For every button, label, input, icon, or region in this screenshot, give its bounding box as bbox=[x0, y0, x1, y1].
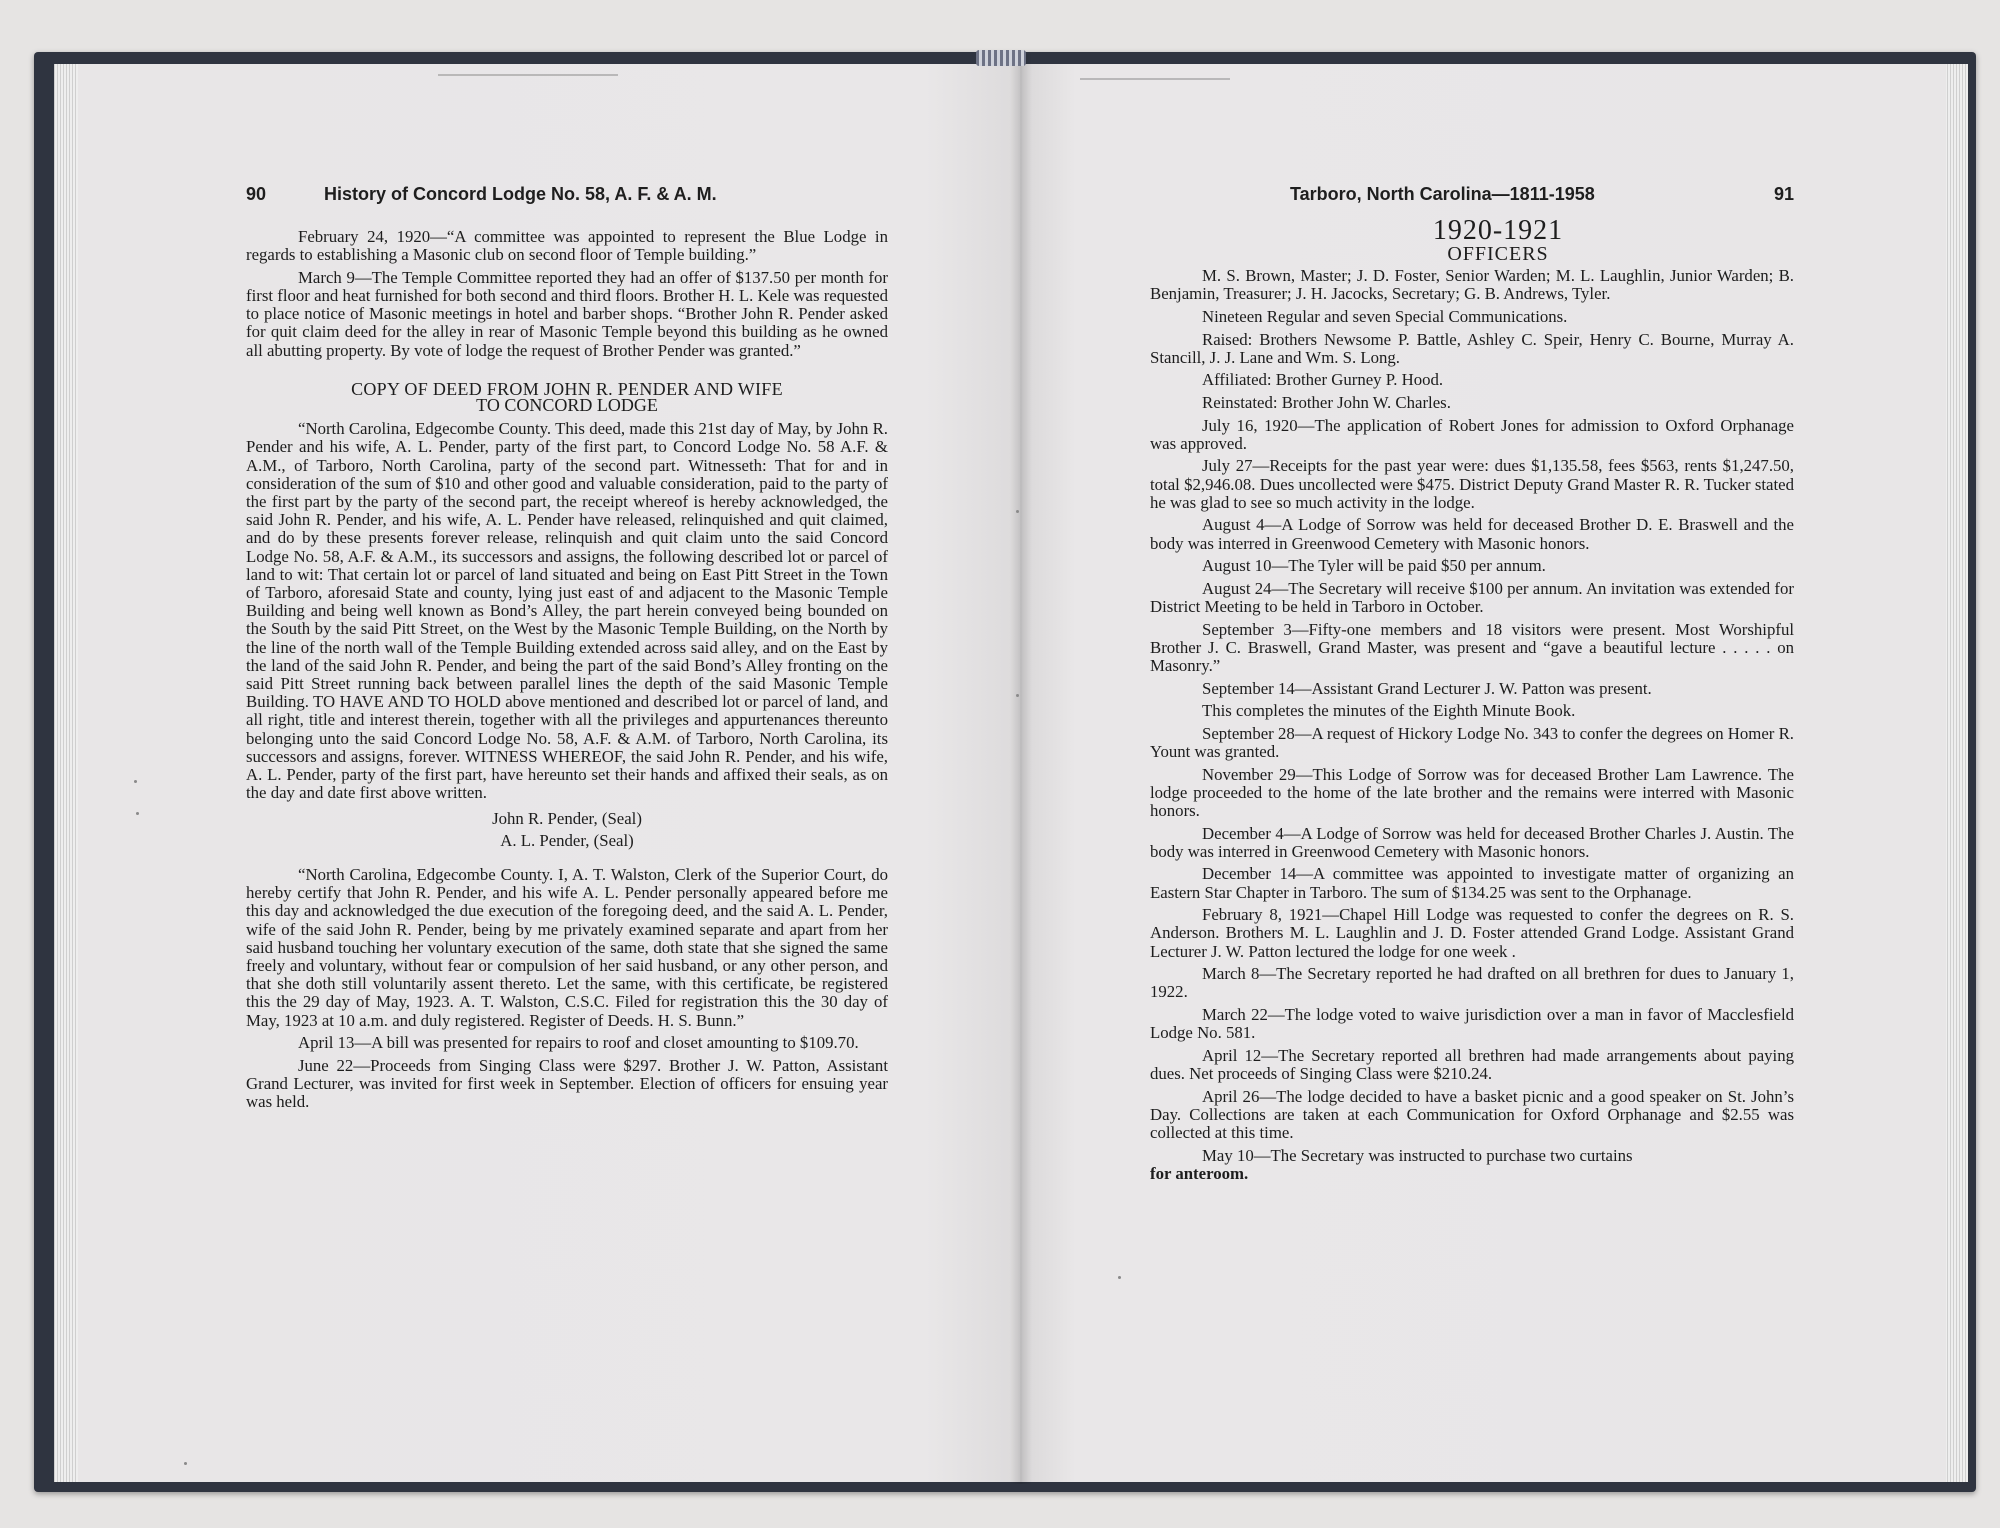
certification-text: “North Carolina, Edgecombe County. I, A. T. Walston, Clerk of the Superior Court, do hereby certify that John R. Pender, and his wife A. L. Pender personally appeared before me this day and acknowledged the due execution of the foregoing deed, and the said A. L. Pender, wife of the said John R. Pender, being by me privately examined separate and apart from her said husband touching her voluntary execution of the same, doth state that she signed the same freely and voluntary, without fear or compulsion of her said husband, or any other person, and that she doth still voluntarily assent thereto. Let the same, with this certificate, be registered this the 29 day of May, 1923. A. T. Walston, C.S.C. Filed for registration this the 30 day of May, 1923 at 10 a.m. and duly registered. Register of Deeds. H. S. Bunn.” bbox=[246, 864, 888, 1030]
right-running-head: Tarboro, North Carolina—1811-1958 bbox=[1290, 184, 1595, 204]
signature-john-pender: John R. Pender, (Seal) bbox=[492, 809, 642, 829]
communications-count: Nineteen Regular and seven Special Communications. bbox=[1202, 306, 1568, 326]
speck bbox=[134, 780, 137, 783]
deed-heading-line2: TO CONCORD LODGE bbox=[476, 395, 658, 416]
right-page-number: 91 bbox=[1774, 184, 1795, 204]
signature-al-pender: A. L. Pender, (Seal) bbox=[500, 830, 634, 850]
entry-april12: April 12—The Secretary reported all brethren had made arrangements about paying dues. Net proceeds of Singing Class were $210.24. bbox=[1150, 1045, 1794, 1083]
paragraph-june22: June 22—Proceeds from Singing Class were $297. Brother J. W. Patton, Assistant Grand Lecturer, was invited for first week in September. Election of officers for ensuing year was held. bbox=[246, 1055, 888, 1112]
left-page-number: 90 bbox=[246, 184, 267, 204]
left-page-body bbox=[246, 228, 888, 1116]
entry-august4: August 4—A Lodge of Sorrow was held for deceased Brother D. E. Braswell and the body was interred in Greenwood Cemetery with Masonic honors. bbox=[1150, 515, 1794, 553]
entry-eighth-minute-book: This completes the minutes of the Eighth Minute Book. bbox=[1202, 701, 1576, 721]
entry-may10-start: May 10—The Secretary was instructed to purchase two curtains bbox=[1202, 1145, 1633, 1165]
entry-september14: September 14—Assistant Grand Lecturer J. W. Patton was present. bbox=[1202, 678, 1652, 698]
reinstated-line: Reinstated: Brother John W. Charles. bbox=[1202, 392, 1451, 412]
officers-heading: OFFICERS bbox=[1447, 242, 1549, 265]
deed-text: “North Carolina, Edgecombe County. This deed, made this 21st day of May, by John R. Pender and his wife, A. L. Pender, party of the first part, to Concord Lodge No. 58 A.F. & A.M., of Tarboro, North Carolina, party of the second part. Witnesseth: That for and in consideration of the sum of $10 and other good and valuable consideration, paid to the party of the first part by the party of the second part, the receipt whereof is hereby acknowledged, the said John R. Pender, and his wife, A. L. Pender have released, relinquished and quit claimed, and do by these presents forever release, relinquish and quit claim unto the said Concord Lodge No. 58, A.F. & A.M., its successors and assigns, the following described lot or parcel of land to wit: That certain lot or parcel of land situated and being on East Pitt Street in the Town of Tarboro, aforesaid State and county, lying just east of and adjacent to the Masonic Temple Building and being well known as Bond’s Alley, the part herein conveyed being bounded on the South by the said Pitt Street, on the West by the Masonic Temple Building, on the North by the line of the north wall of the Temple Building extended across said alley, and on the East by the land of the said John R. Pender, and being the part of the said Bond’s Alley fronting on the said Pitt Street running back between parallel lines the depth of the said Masonic Temple Building. TO HAVE AND TO HOLD above mentioned and described lot or parcel of land, and all right, title and interest therein, together with all the privileges and appurtenances thereunto belonging unto the said Concord Lodge No. 58, A.F. & A.M. of Tarboro, North Carolina, its successors and assigns, forever. WITNESS WHEREOF, the said John R. Pender, and his wife, A. L. Pender, party of the first part, have hereunto set their hands and affixed their seals, as on the day and date first above written. bbox=[246, 419, 888, 803]
entry-september3: September 3—Fifty-one members and 18 visitors were present. Most Worshipful Brother J. C. Braswell, Grand Master, was present and “gave a beautiful lecture . . . . . on Masonry.” bbox=[1150, 619, 1794, 675]
faint-top-line bbox=[438, 74, 618, 76]
raised-list: Raised: Brothers Newsome P. Battle, Ashley C. Speir, Henry C. Bourne, Murray A. Stancill, J. J. Lane and Wm. S. Long. bbox=[1150, 329, 1794, 367]
entry-november29: November 29—This Lodge of Sorrow was for deceased Brother Lam Lawrence. The lodge proceeded to the home of the late brother and the remains were interred with Masonic honors. bbox=[1150, 764, 1794, 820]
entry-may10-end: for anteroom. bbox=[1150, 1163, 1249, 1183]
entry-december14: December 14—A committee was appointed to investigate matter of organizing an Eastern Star Chapter in Tarboro. The sum of $134.25 was sent to the Orphanage. bbox=[1150, 864, 1794, 902]
left-running-head: History of Concord Lodge No. 58, A. F. & A. M. bbox=[324, 184, 717, 204]
entry-february8: February 8, 1921—Chapel Hill Lodge was requested to confer the degrees on R. S. Anderson. Brothers M. L. Laughlin and J. D. Foster attended Grand Lodge. Assistant Grand Lecturer J. W. Patton lectured the lodge for one week . bbox=[1150, 905, 1794, 961]
entry-may10 bbox=[1150, 1147, 1794, 1183]
speck bbox=[1016, 694, 1019, 697]
speck bbox=[1118, 1276, 1121, 1279]
entry-july16: July 16, 1920—The application of Robert Jones for admission to Oxford Orphanage was approved. bbox=[1150, 415, 1794, 453]
binding-stitch bbox=[976, 50, 1026, 66]
entry-march8: March 8—The Secretary reported he had drafted on all brethren for dues to January 1, 1922. bbox=[1150, 964, 1794, 1002]
entry-december4: December 4—A Lodge of Sorrow was held for deceased Brother Charles J. Austin. The body was interred in Greenwood Cemetery with Masonic honors. bbox=[1150, 823, 1794, 861]
paragraph-march9: March 9—The Temple Committee reported they had an offer of $137.50 per month for first floor and heat furnished for both second and third floors. Brother H. L. Kele was requested to place notice of Masonic meetings in hotel and barber shops. “Brother John R. Pender asked for quit claim deed for the alley in rear of Masonic Temple beyond this building as he owned all abutting property. By vote of lodge the request of Brother Pender was granted.” bbox=[246, 267, 888, 360]
deed-heading-line1: COPY OF DEED FROM JOHN R. PENDER AND WIFE bbox=[351, 378, 783, 399]
speck bbox=[1016, 510, 1019, 513]
entry-september28: September 28—A request of Hickory Lodge No. 343 to confer the degrees on Homer R. Yount was granted. bbox=[1150, 723, 1794, 761]
entry-august24: August 24—The Secretary will receive $100 per annum. An invitation was extended for District Meeting to be held in Tarboro in October. bbox=[1150, 578, 1794, 616]
entry-august10: August 10—The Tyler will be paid $50 per annum. bbox=[1202, 556, 1546, 576]
entry-march22: March 22—The lodge voted to waive jurisdiction over a man in favor of Macclesfield Lodge No. 581. bbox=[1150, 1004, 1794, 1043]
book-gutter bbox=[1010, 54, 1032, 1484]
speck bbox=[136, 812, 139, 815]
paragraph-april13: April 13—A bill was presented for repairs to roof and closet amounting to $109.70. bbox=[298, 1033, 859, 1053]
right-page-body bbox=[1150, 215, 1794, 1183]
officers-list: M. S. Brown, Master; J. D. Foster, Senior Warden; M. L. Laughlin, Junior Warden; B. Benjamin, Treasurer; J. H. Jacocks, Secretary; G. B. Andrews, Tyler. bbox=[1150, 266, 1794, 304]
entry-july27: July 27—Receipts for the past year were: dues $1,135.58, fees $563, rents $1,247.50, total $2,946.08. Dues uncollected were $475. District Deputy Grand Master R. R. Tucker stated he was glad to see so much activity in the lodge. bbox=[1150, 456, 1794, 512]
paragraph-feb24: February 24, 1920—“A committee was appointed to represent the Blue Lodge in regards to establishing a Masonic club on second floor of Temple building.” bbox=[246, 227, 888, 265]
entry-april26: April 26—The lodge decided to have a basket picnic and a good speaker on St. John’s Day. Collections are taken at each Communication for Oxford Orphanage and $2.55 was collected at this time. bbox=[1150, 1086, 1794, 1142]
affiliated-line: Affiliated: Brother Gurney P. Hood. bbox=[1202, 370, 1444, 390]
faint-top-line bbox=[1080, 78, 1230, 80]
year-heading: 1920-1921 bbox=[1432, 215, 1564, 246]
speck bbox=[184, 1462, 187, 1465]
